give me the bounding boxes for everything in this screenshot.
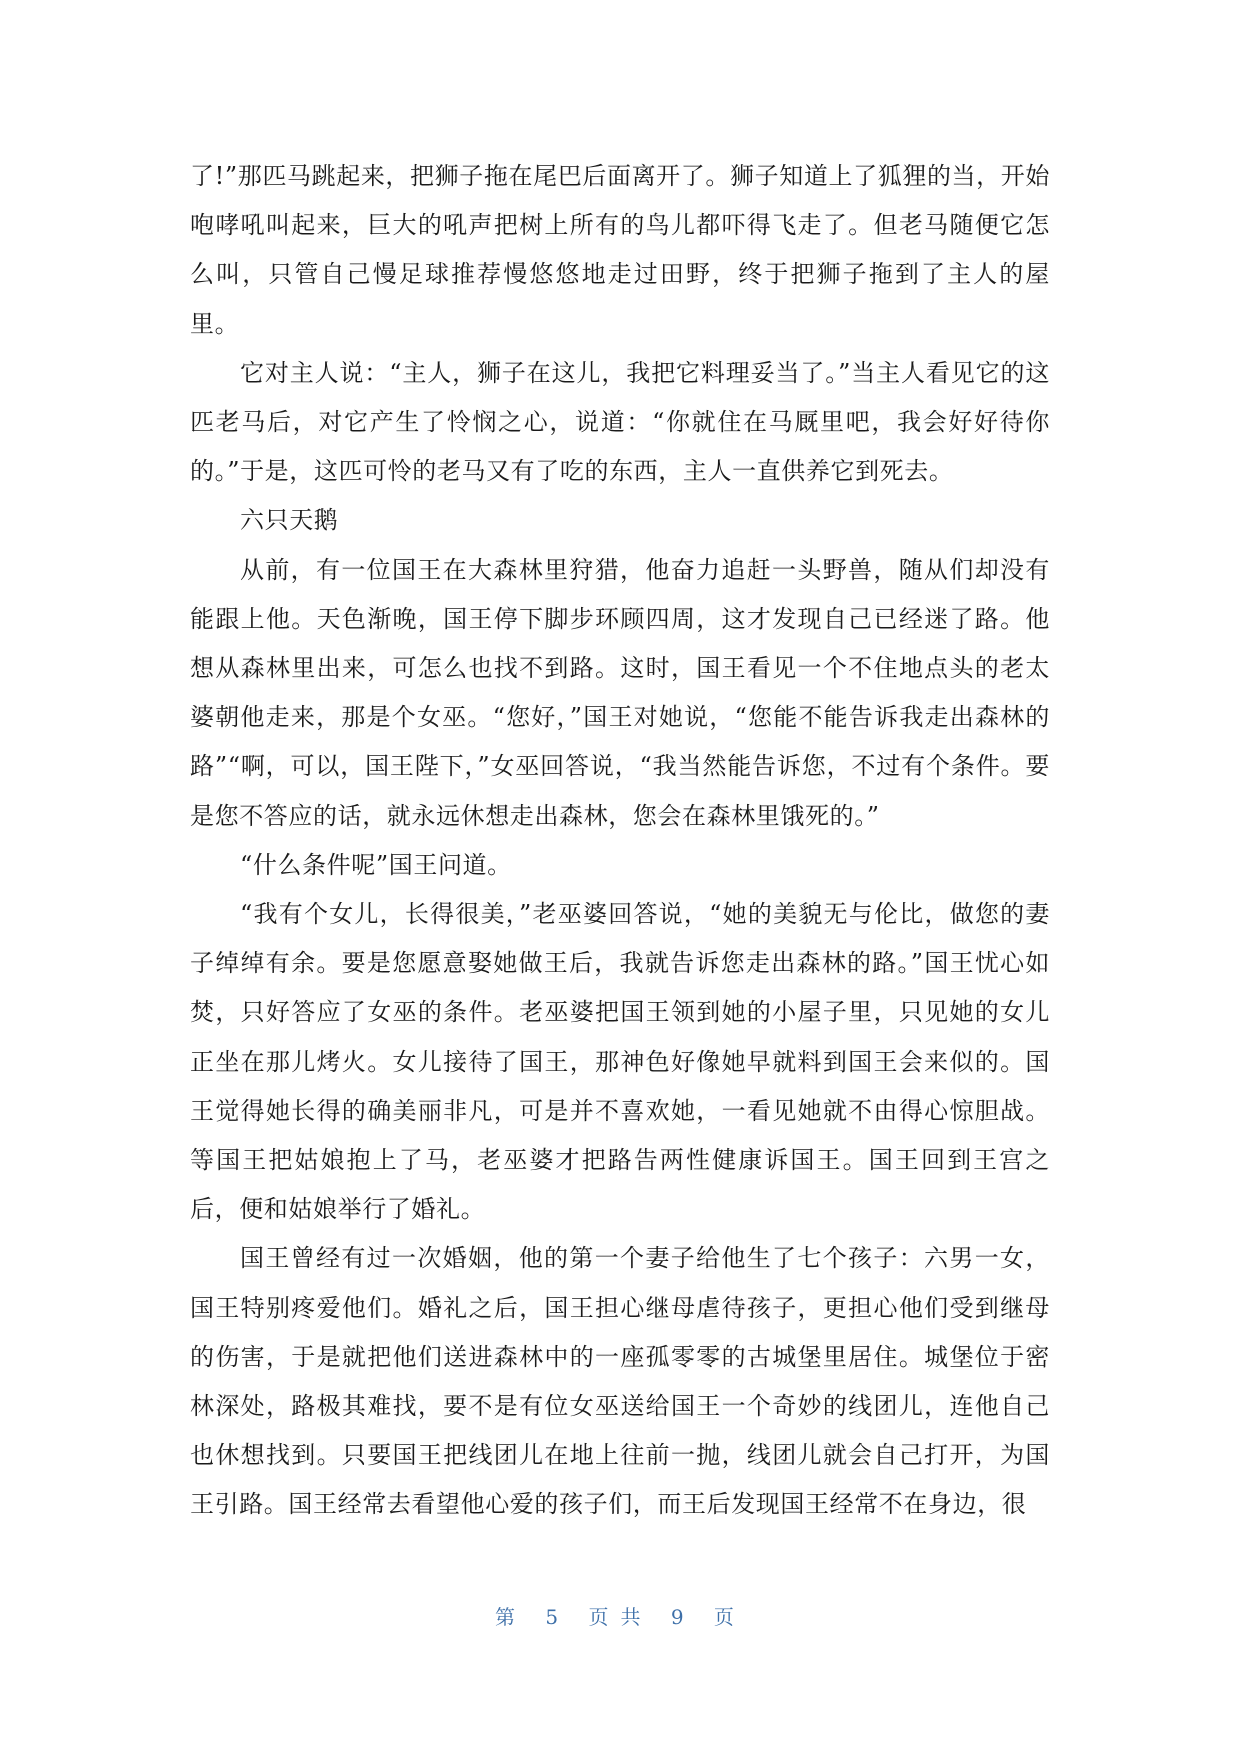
paragraph-continuation: 了!”那匹马跳起来，把狮子拖在尾巴后面离开了。狮子知道上了狐狸的当，开始咆哮吼叫起来，巨大的吼声把树上所有的鸟儿都吓得飞走了。但老马随便它怎么叫，只管自己慢足球推荐慢悠悠地走过田野，终于把狮子拖到了主人的屋里。 [190,162,1050,338]
document-body [190,152,1050,1530]
paragraph: “我有个女儿，长得很美，”老巫婆回答说，“她的美貌无与伦比，做您的妻子绰绰有余。要是您愿意娶她做王后，我就告诉您走出森林的路。”国王忧心如焚，只好答应了女巫的条件。老巫婆把国王领到她的小屋子里，只见她的女儿正坐在那儿烤火。女儿接待了国王，那神色好像她早就料到国王会来似的。国王觉得她长得的确美丽非凡，可是并不喜欢她，一看见她就不由得心惊胆战。等国王把姑娘抱上了马，老巫婆才把路告两性健康诉国王。国王回到王宫之后，便和姑娘举行了婚礼。 [190,900,1050,1224]
paragraph: 国王曾经有过一次婚姻，他的第一个妻子给他生了七个孩子：六男一女，国王特别疼爱他们。婚礼之后，国王担心继母虐待孩子，更担心他们受到继母的伤害，于是就把他们送进森林中的一座孤零零的古城堡里居住。城堡位于密林深处，路极其难找，要不是有位女巫送给国王一个奇妙的线团儿，连他自己也休想找到。只要国王把线团儿在地上往前一抛，线团儿就会自己打开，为国王引路。国王经常去看望他心爱的孩子们，而王后发现国王经常不在身边，很 [190,1244,1050,1519]
paragraph: 从前，有一位国王在大森林里狩猎，他奋力追赶一头野兽，随从们却没有能跟上他。天色渐晚，国王停下脚步环顾四周，这才发现自己已经迷了路。他想从森林里出来，可怎么也找不到路。这时，国王看见一个不住地点头的老太婆朝他走来，那是个女巫。“您好，”国王对她说，“您能不能告诉我走出森林的路”“啊，可以，国王陛下，”女巫回答说，“我当然能告诉您，不过有个条件。要是您不答应的话，就永远休想走出森林，您会在森林里饿死的。” [190,555,1050,830]
story-title: 六只天鹅 [240,506,339,535]
paragraph: 它对主人说：“主人，狮子在这儿，我把它料理妥当了。”当主人看见它的这匹老马后，对它产生了怜悯之心，说道：“你就住在马厩里吧，我会好好待你的。”于是，这匹可怜的老马又有了吃的东西，主人一直供养它到死去。 [190,358,1050,486]
paragraph: “什么条件呢”国王问道。 [240,850,512,879]
page-number-footer: 第 5 页共 9 页 [495,1605,746,1629]
